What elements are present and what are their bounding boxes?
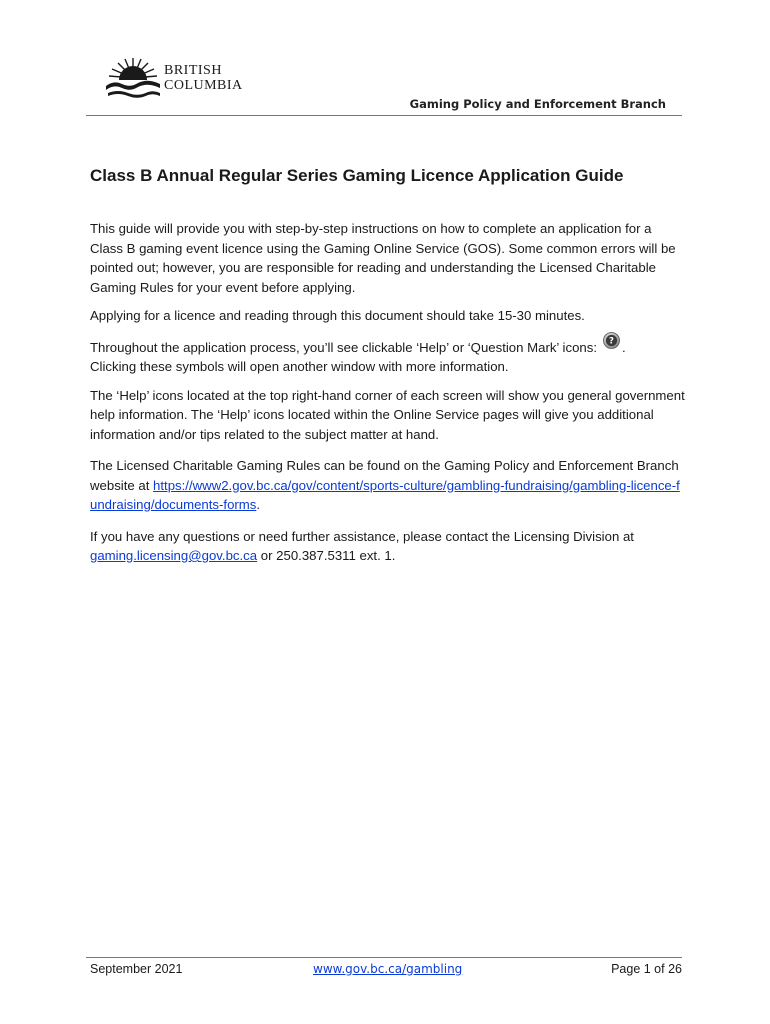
branch-name: Gaming Policy and Enforcement Branch [409, 97, 666, 111]
time-paragraph: Applying for a licence and reading through this document should take 15-30 minutes. [90, 308, 585, 323]
help-text-line2: Clicking these symbols will open another window with more information. [90, 359, 509, 374]
contact-phone-text: or 250.387.5311 ext. 1. [257, 548, 396, 563]
logo-text-columbia: COLUMBIA [164, 78, 243, 93]
page-title: Class B Annual Regular Series Gaming Licence Application Guide [90, 166, 624, 185]
help-text-before: Throughout the application process, you’ll see clickable ‘Help’ or ‘Question Mark’ icons: [90, 339, 597, 355]
rules-link[interactable]: https://www2.gov.bc.ca/gov/content/sports-culture/gambling-fundraising/gambling-licence-fundraising/documents-forms [90, 477, 680, 512]
bc-sun-logo-icon [104, 56, 162, 102]
contact-paragraph [90, 527, 686, 566]
document-body [90, 219, 686, 578]
footer-date: September 2021 [90, 962, 183, 976]
footer-link[interactable]: www.gov.bc.ca/gambling [313, 962, 463, 976]
page-number: Page 1 of 26 [611, 962, 682, 976]
intro-paragraph: This guide will provide you with step-by-step instructions on how to complete an application for a Class B gaming event licence using the Gaming Online Service (GOS). Some common errors will be pointed out; however, you are responsible for reading and understanding the Licensed Charitable Gaming Rules for your event before applying. [90, 221, 676, 295]
question-mark-icon [603, 332, 620, 349]
help-icons-paragraph: The ‘Help’ icons located at the top right-hand corner of each screen will show you general government help information. The ‘Help’ icons located within the Online Service pages will give you additional information and/or tips related to the subject matter at hand. [90, 387, 685, 442]
contact-email-link[interactable]: gaming.licensing@gov.bc.ca [90, 548, 258, 563]
rules-text-end: . [256, 497, 261, 512]
bc-logo [104, 56, 254, 102]
rules-paragraph [90, 456, 686, 515]
help-paragraph [90, 338, 686, 377]
logo-text-british: BRITISH [164, 63, 222, 78]
contact-text: If you have any questions or need further assistance, please contact the Licensing Division at [90, 528, 634, 544]
header-divider [86, 115, 682, 116]
rules-text: The Licensed Charitable Gaming Rules can be found on the Gaming Policy and Enforcement Branch website at [90, 458, 679, 493]
footer-divider [86, 957, 682, 958]
help-text-after: . [622, 339, 626, 355]
svg-text:?: ? [609, 336, 614, 347]
